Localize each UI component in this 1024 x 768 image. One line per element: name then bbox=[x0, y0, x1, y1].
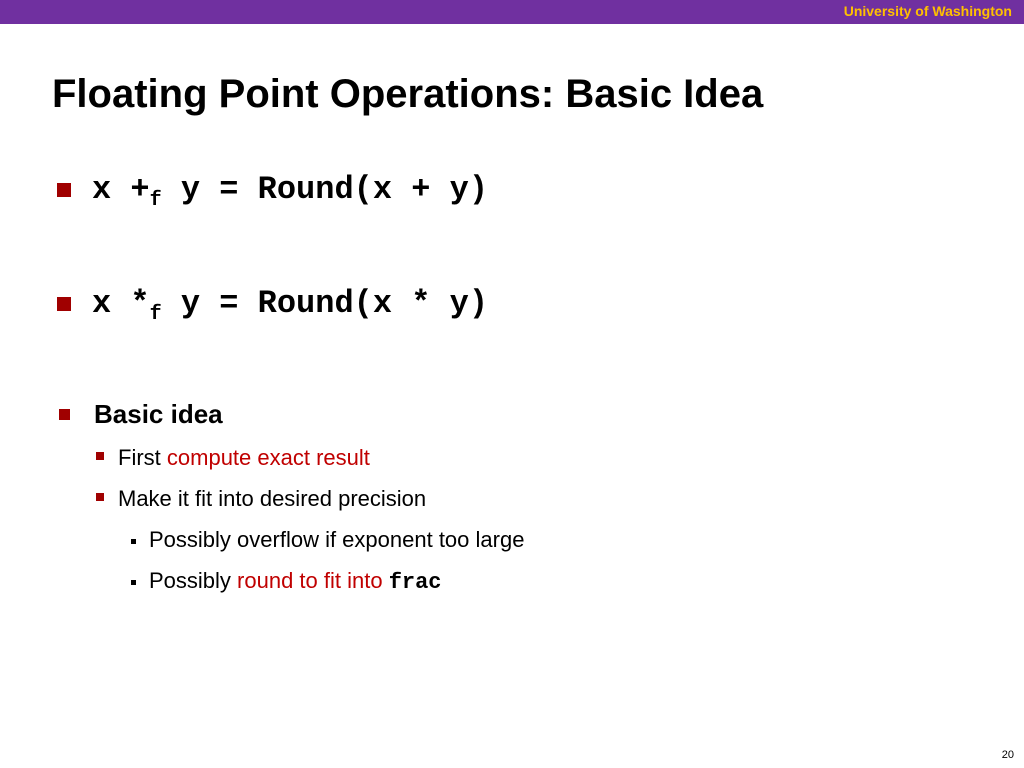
item-prefix: Possibly bbox=[149, 568, 238, 593]
square-bullet-icon bbox=[131, 580, 136, 585]
formula-subscript: f bbox=[149, 303, 162, 326]
list-item bbox=[149, 566, 442, 598]
basic-idea-heading: Basic idea bbox=[94, 399, 223, 429]
formula-lhs: x + bbox=[92, 171, 150, 208]
item-highlight: round to fit into bbox=[237, 568, 389, 593]
code-frac: frac bbox=[388, 570, 442, 595]
square-bullet-icon bbox=[57, 183, 71, 197]
formula-lhs: x * bbox=[92, 285, 150, 322]
square-bullet-icon bbox=[57, 297, 71, 311]
square-bullet-icon bbox=[96, 452, 104, 460]
square-bullet-icon bbox=[131, 539, 136, 544]
list-item: Possibly overflow if exponent too large bbox=[149, 527, 525, 552]
formula-rhs: y = Round(x * y) bbox=[161, 285, 489, 322]
institution-label: University of Washington bbox=[843, 3, 1012, 19]
item-prefix: First bbox=[118, 445, 167, 470]
header-bar bbox=[0, 0, 1024, 24]
square-bullet-icon bbox=[59, 409, 70, 420]
formula-subscript: f bbox=[149, 189, 162, 212]
slide-title: Floating Point Operations: Basic Idea bbox=[52, 72, 764, 116]
page-number: 20 bbox=[1001, 749, 1014, 761]
formula-rhs: y = Round(x + y) bbox=[161, 171, 489, 208]
list-item bbox=[118, 443, 370, 473]
formula-addition bbox=[92, 170, 488, 210]
formula-multiplication bbox=[92, 284, 488, 324]
item-highlight: compute exact result bbox=[166, 445, 370, 470]
list-item: Make it fit into desired precision bbox=[118, 486, 427, 511]
square-bullet-icon bbox=[96, 493, 104, 501]
